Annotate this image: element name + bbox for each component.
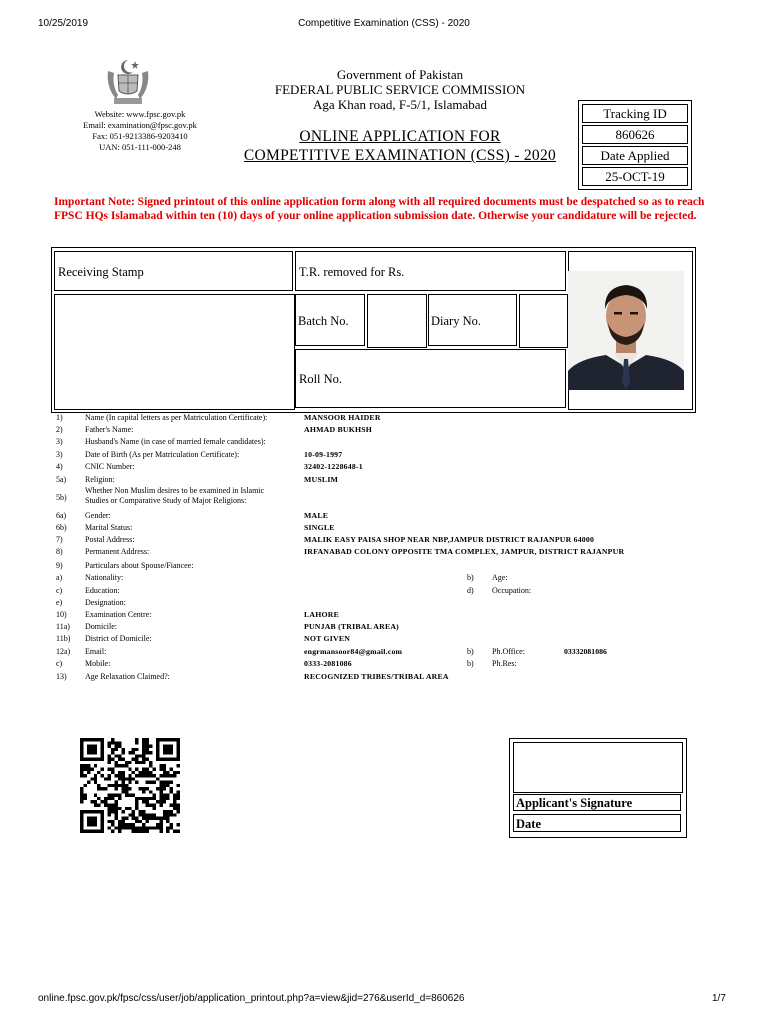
applicant-signature-label: Applicant's Signature	[513, 794, 681, 811]
diary-no-label: Diary No.	[428, 294, 517, 346]
uan-text: UAN: 051-111-000-248	[99, 142, 181, 152]
page-title	[215, 127, 585, 165]
website-text: Website: www.fpsc.gov.pk	[94, 109, 186, 119]
receiving-stamp-area	[54, 294, 295, 410]
signature-box	[509, 738, 687, 838]
signature-date-label: Date	[513, 814, 681, 832]
field-value: 32402-1228648-1	[304, 462, 363, 471]
org-line-3: Aga Khan road, F-5/1, Islamabad	[312, 97, 487, 112]
tracking-box	[578, 100, 692, 190]
state-emblem-icon	[104, 57, 152, 107]
field-value: MANSOOR HAIDER	[304, 413, 381, 422]
receiving-stamp-label: Receiving Stamp	[54, 251, 293, 291]
applicant-photo	[568, 271, 684, 390]
field-value: 0333-2081086	[304, 659, 352, 668]
print-title: Competitive Examination (CSS) - 2020	[298, 18, 470, 29]
field-value: NOT GIVEN	[304, 634, 351, 643]
tr-removed-label: T.R. removed for Rs.	[295, 251, 566, 291]
field-value: IRFANABAD COLONY OPPOSITE TMA COMPLEX, JAMPUR, DISTRICT RAJANPUR	[304, 547, 625, 556]
field-value: PUNJAB (TRIBAL AREA)	[304, 622, 399, 631]
field-value: MALE	[304, 511, 329, 520]
qr-code-icon	[80, 738, 180, 833]
field-value: RECOGNIZED TRIBES/TRIBAL AREA	[304, 672, 449, 681]
title-line-2: COMPETITIVE EXAMINATION (CSS) - 2020	[243, 147, 557, 164]
org-line-2: FEDERAL PUBLIC SERVICE COMMISSION	[274, 82, 526, 97]
field-value: 10-09-1997	[304, 450, 343, 459]
diary-no-field	[519, 294, 568, 348]
batch-no-label: Batch No.	[295, 294, 365, 346]
fax-text: Fax: 051-9213386-9203410	[92, 131, 188, 141]
field-value: MUSLIM	[304, 475, 339, 484]
signature-area	[513, 742, 683, 793]
field-value: AHMAD BUKHSH	[304, 425, 373, 434]
field-value: MALIK EASY PAISA SHOP NEAR NBP,JAMPUR DISTRICT RAJANPUR 64000	[304, 535, 595, 544]
page-number: 1/7	[712, 993, 726, 1004]
date-applied-value: 25-OCT-19	[582, 167, 688, 186]
field-value: SINGLE	[304, 523, 335, 532]
org-header	[240, 67, 560, 112]
org-line-1: Government of Pakistan	[336, 67, 464, 82]
contact-info	[60, 109, 220, 153]
email-text: Email: examination@fpsc.gov.pk	[83, 120, 197, 130]
print-date: 10/25/2019	[38, 18, 89, 29]
field-value: LAHORE	[304, 610, 339, 619]
title-line-1: ONLINE APPLICATION FOR	[299, 128, 501, 145]
field-value: 03332081086	[564, 647, 607, 656]
tracking-id-label: Tracking ID	[582, 104, 688, 123]
field-value: engrmansoor84@gmail.com	[304, 647, 403, 656]
batch-no-field	[367, 294, 427, 348]
important-note: Important Note: Signed printout of this online application form along with all required documents must be despatched so as to reach FPSC HQs Islamabad within ten (10) days of your online application submission date. Otherwise your candidature will be rejected.	[54, 196, 705, 222]
print-url: online.fpsc.gov.pk/fpsc/css/user/job/application_printout.php?a=view&jid=276&userId_d=860626	[38, 993, 465, 1004]
tracking-id-value: 860626	[582, 125, 688, 144]
roll-no-label: Roll No.	[295, 349, 566, 408]
date-applied-label: Date Applied	[582, 146, 688, 165]
